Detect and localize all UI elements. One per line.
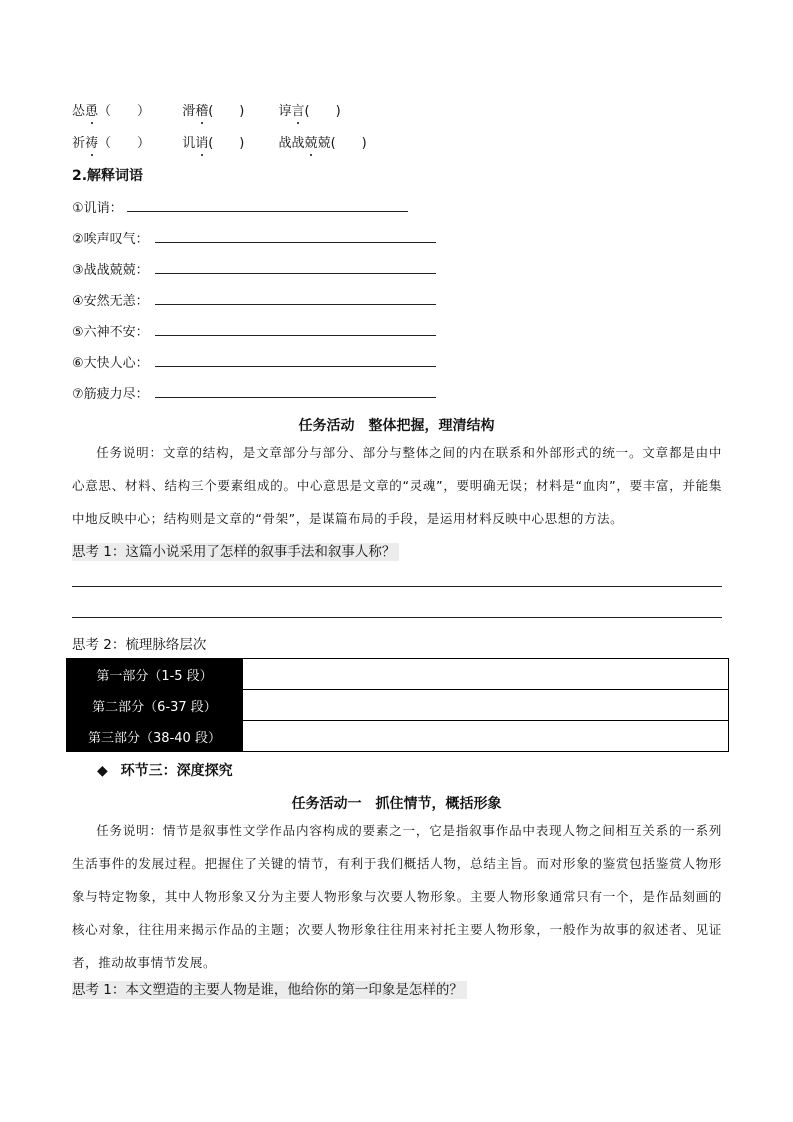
pinyin-char: 兢 (304, 136, 318, 151)
explain-item: ④安然无恙： (72, 294, 149, 309)
pinyin-char: 讥 (182, 136, 196, 151)
pinyin-char: 祈 (72, 136, 86, 151)
pinyin-char: 恿 (85, 104, 99, 119)
pinyin-char: 战 (291, 136, 305, 151)
task-description: 任务说明：文章的结构，是文章部分与部分、部分与整体之间的内在联系和外部形式的统一。文章都是由中心意思、材料、结构三个要素组成的。中心意思是文章的“灵魂”，要明确无误；材料是“血肉”，要丰富，并能集中地反映中心；结构则是文章的“骨架”，是谋篇布局的手段，是运用材料反映中心思想的方法。 (72, 445, 722, 526)
answer-line[interactable] (72, 586, 722, 587)
part-label: 第一部分（1-5 段） (67, 659, 243, 690)
section-heading (97, 760, 233, 780)
pinyin-char: 稽 (195, 104, 209, 119)
pinyin-char: 兢 (317, 136, 331, 151)
answer-cell[interactable] (243, 690, 729, 721)
pinyin-char: 诮 (195, 136, 209, 151)
pinyin-row-1 (72, 100, 341, 119)
pinyin-word (182, 132, 208, 151)
pinyin-char: 战 (278, 136, 292, 151)
pinyin-blank: ( ) (208, 136, 245, 151)
explain-title: 2.解释词语 (72, 168, 144, 184)
diamond-bullet-icon: ◆ (97, 763, 108, 779)
pinyin-blank: （ ） (98, 136, 151, 151)
think-question: 思考 2：梳理脉络层次 (72, 637, 207, 653)
section-title: 环节三：深度探究 (120, 763, 233, 779)
answer-line[interactable] (155, 273, 436, 274)
pinyin-row-2 (72, 132, 367, 151)
structure-table (66, 658, 729, 752)
part-label: 第三部分（38-40 段） (67, 721, 243, 752)
part-label: 第二部分（6-37 段） (67, 690, 243, 721)
explain-item: ①讥诮： (72, 201, 123, 216)
answer-cell[interactable] (243, 721, 729, 752)
answer-cell[interactable] (243, 659, 729, 690)
pinyin-char: 言 (291, 104, 305, 119)
pinyin-blank: （ ） (98, 104, 151, 119)
pinyin-blank: ( ) (330, 136, 367, 151)
pinyin-word (182, 100, 208, 119)
answer-line[interactable] (155, 242, 436, 243)
explain-item: ⑤六神不安： (72, 325, 149, 340)
task-title: 任务活动 整体把握，理清结构 (298, 418, 495, 434)
answer-line[interactable] (155, 397, 436, 398)
explain-item: ⑥大快人心： (72, 356, 149, 371)
think-question: 思考 1：这篇小说采用了怎样的叙事手法和叙事人称？ (72, 540, 399, 560)
pinyin-word (72, 132, 98, 151)
pinyin-char: 怂 (72, 104, 86, 119)
pinyin-char: 祷 (85, 136, 99, 151)
think-question: 思考 1：本文塑造的主要人物是谁，他给你的第一印象是怎样的？ (72, 978, 467, 998)
answer-line[interactable] (127, 211, 408, 212)
pinyin-blank: ( ) (208, 104, 245, 119)
task-title: 任务活动一 抓住情节，概括形象 (291, 796, 502, 812)
explain-item: ③战战兢兢： (72, 263, 149, 278)
answer-line[interactable] (155, 335, 436, 336)
table-row (67, 721, 729, 752)
task-description: 任务说明：情节是叙事性文学作品内容构成的要素之一，它是指叙事作品中表现人物之间相互关系的一系列生活事件的发展过程。把握住了关键的情节，有利于我们概括人物，总结主旨。而对形象的鉴赏包括鉴赏人物形象与特定物象，其中人物形象又分为主要人物形象与次要人物形象。主要人物形象通常只有一个，是作品刻画的核心对象，往往用来揭示作品的主题；次要人物形象往往用来衬托主要人物形象，一般作为故事的叙述者、见证者，推动故事情节发展。 (72, 823, 722, 970)
table-row (67, 659, 729, 690)
pinyin-word (72, 100, 98, 119)
table-row (67, 690, 729, 721)
pinyin-word (279, 100, 305, 119)
explain-item: ②唉声叹气： (72, 232, 149, 247)
pinyin-blank: ( ) (304, 104, 341, 119)
pinyin-char: 滑 (182, 104, 196, 119)
pinyin-char: 谆 (278, 104, 292, 119)
answer-line[interactable] (155, 366, 436, 367)
explain-item: ⑦筋疲力尽： (72, 387, 149, 402)
pinyin-word (279, 132, 331, 151)
answer-line[interactable] (72, 617, 722, 618)
answer-line[interactable] (155, 304, 436, 305)
